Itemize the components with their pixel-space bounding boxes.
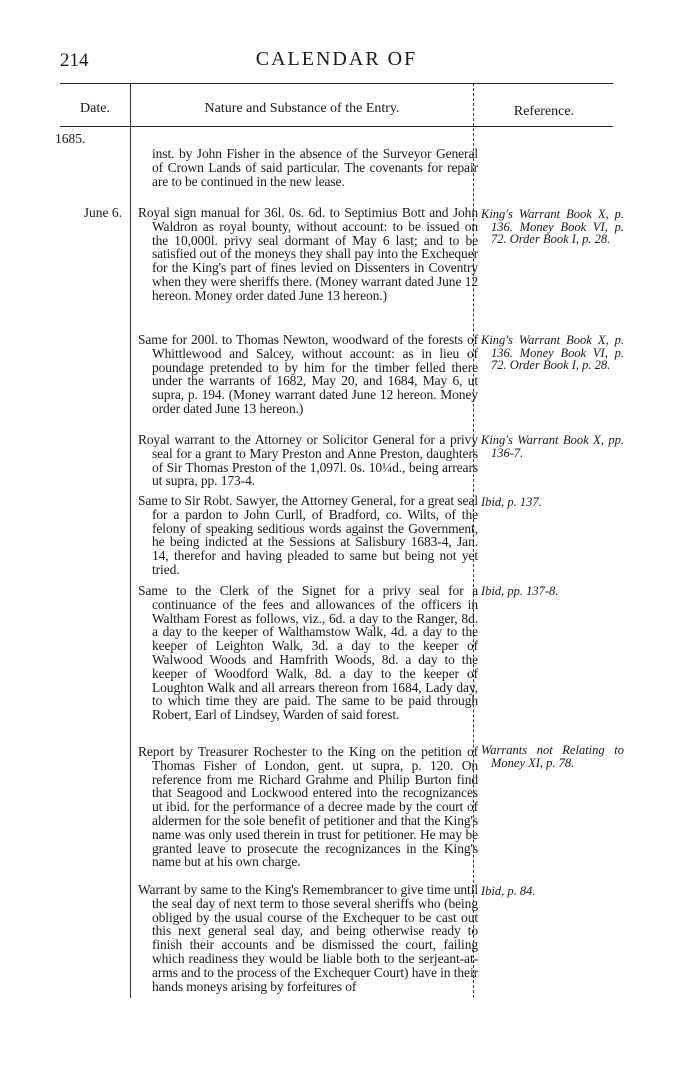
column-header-date: Date. bbox=[80, 101, 110, 116]
entry-reference: Warrants not Relating to Money XI, p. 78. bbox=[481, 743, 624, 770]
entry-reference: King's Warrant Book X, pp. 136-7. bbox=[481, 433, 624, 460]
entry-text: Same to Sir Robt. Sawyer, the Attorney General, for a great seal for a pardon to John Curll, of Bradford, co. Wilts, of the felony of speaking seditious words against the Government, he being indicted at the Sessions at Salisbury 1683-4, Jan. 14, therefor and having pleaded to same but being not yet tried. bbox=[138, 493, 478, 577]
entry-reference: King's Warrant Book X, p. 136. Money Book VI, p. 72. Order Book I, p. 28. bbox=[481, 207, 624, 247]
table-header-rule bbox=[60, 126, 613, 127]
entry-reference: Ibid, p. 137. bbox=[481, 495, 542, 509]
column-header-nature: Nature and Substance of the Entry. bbox=[204, 101, 400, 116]
entry-date: June 6. bbox=[83, 205, 122, 220]
entry-reference: King's Warrant Book X, p. 136. Money Book VI, p. 72. Order Book I, p. 28. bbox=[481, 333, 624, 373]
table-top-rule bbox=[60, 83, 613, 84]
column-header-reference: Reference. bbox=[513, 104, 575, 119]
entry-continuation: inst. by John Fisher in the absence of the Surveyor General of Crown Lands of said particular. The covenants for repair are to be continued in the new lease. bbox=[152, 146, 478, 189]
entry-reference: Ibid, pp. 137-8. bbox=[481, 584, 559, 598]
column-divider-left bbox=[130, 83, 131, 998]
entry-text: Report by Treasurer Rochester to the King on the petition of Thomas Fisher of London, gent. ut supra, p. 120. On reference from me Richard Grahme and Philip Burton find that Seagood and Lockwood entered into the recognizances ut ibid. for the performance of a decree made by the court of aldermen for the sole benefit of petitioner and that the King's name was only used therein in trust for petitioner. He may be granted leave to prosecute the recognizances in the King's name but at his own charge. bbox=[138, 744, 478, 870]
year-label: 1685. bbox=[55, 131, 86, 146]
entry-text: Same for 200l. to Thomas Newton, woodward of the forests of Whittlewood and Salcey, without account: as in lieu of poundage pretended to by him for the timber felled there under the warrants of 1682, May 20, and 1684, May 6, ut supra, p. 194. (Money warrant dated June 12 hereon. Money order dated June 13 hereon.) bbox=[138, 332, 478, 416]
page-number: 214 bbox=[60, 50, 89, 71]
entry-text: Royal sign manual for 36l. 0s. 6d. to Septimius Bott and John Waldron as royal bounty, without account: to be issued on the 10,000l. privy seal dormant of May 6 last; and to be satisfied out of the moneys they shall pay into the Exchequer for the King's part of fines levied on Dissenters in Coventry when they were sheriffs there. (Money warrant dated June 12 hereon. Money order dated June 13 hereon.) bbox=[138, 205, 478, 303]
entry-text: Royal warrant to the Attorney or Solicitor General for a privy seal for a grant to Mary Preston and Anne Preston, daughters of Sir Thomas Preston of the 1,097l. 0s. 10¼d., being arrears ut supra, pp. 173-4. bbox=[138, 432, 478, 489]
entry-reference: Ibid, p. 84. bbox=[481, 884, 536, 898]
entry-text: Warrant by same to the King's Remembrancer to give time until the seal day of next term to those several sheriffs who (being obliged by the usual course of the Exchequer to be cast out this next general seal day, and being otherwise ready to finish their accounts and be dismissed the court, failing which readiness they would be liable both to the serjeant-at-arms and to the process of the Exchequer Court) have in their hands moneys arising by forfeitures of bbox=[138, 882, 478, 994]
entry-text: Same to the Clerk of the Signet for a privy seal for a continuance of the fees and allowances of the officers in Waltham Forest as follows, viz., 6d. a day to the Ranger, 8d. a day to the keeper of Walthamstow Walk, 4d. a day to the keeper of Leighton Walk, 3d. a day to the keeper of Walwood Woods and Hamfrith Woods, 8d. a day to the keeper of Woodford Walk, 8d. a day to the keeper of Loughton Walk and all arrears thereon from 1684, Lady day, to which time they are paid. The same to be paid through Robert, Earl of Lindsey, Warden of said forest. bbox=[138, 583, 478, 723]
running-title: CALENDAR OF bbox=[255, 48, 418, 70]
